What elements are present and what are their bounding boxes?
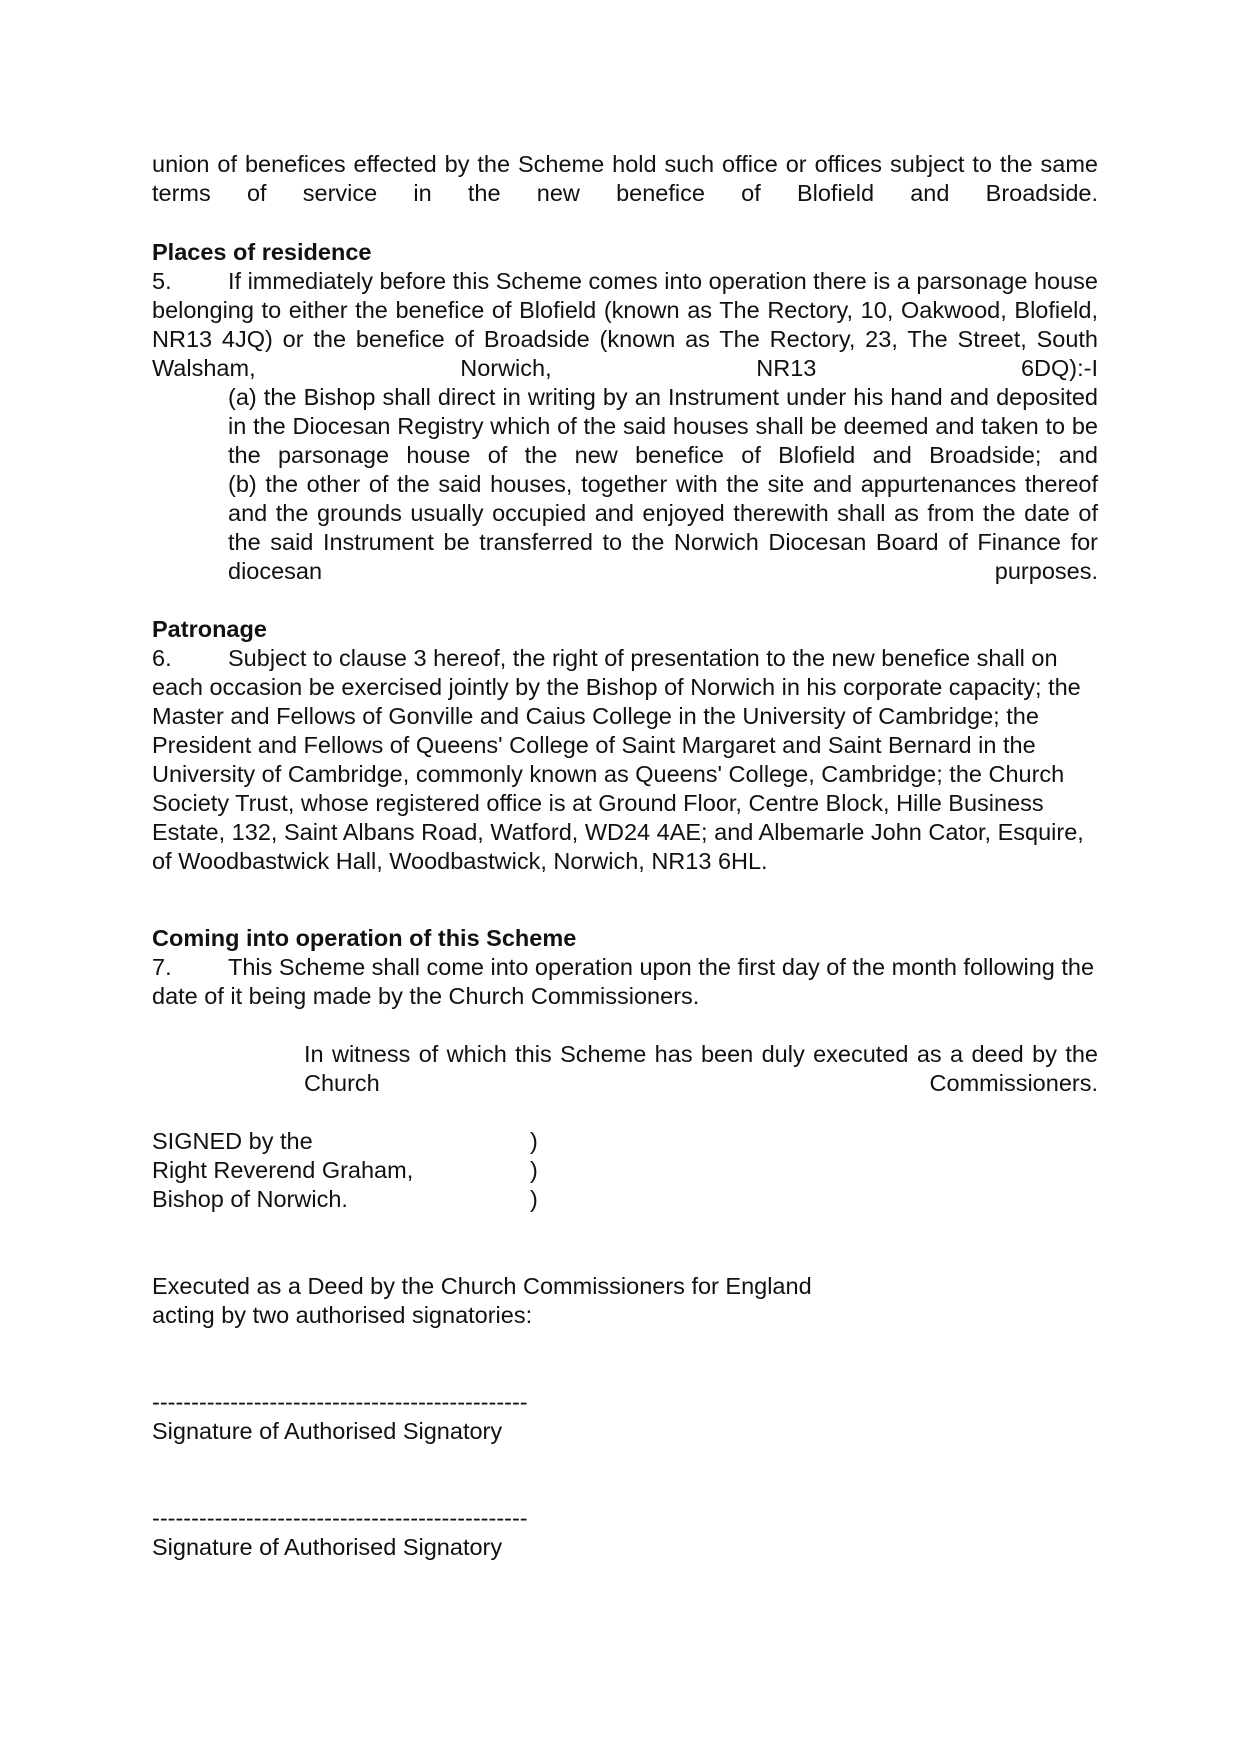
signed-text: Right Reverend Graham, xyxy=(152,1157,414,1183)
executed-line-2: acting by two authorised signatories: xyxy=(152,1302,533,1328)
clause-5a-paragraph: (a) the Bishop shall direct in writing by an Instrument under his hand and deposited in the Diocesan Registry which of the said houses shall be deemed and taken to be the parsonage house of the new benefice of Blofield and Broadside; and xyxy=(228,384,1098,468)
witness-paragraph: In witness of which this Scheme has been duly executed as a deed by the Church Commissioners. xyxy=(304,1041,1098,1096)
signature-label: Signature of Authorised Signatory xyxy=(152,1418,503,1444)
clause-number: 6. xyxy=(152,645,172,671)
section-heading-residence: Places of residence xyxy=(152,239,372,265)
signature-dash-line: ------------------------------------------------ xyxy=(152,1505,528,1531)
clause-text: This Scheme shall come into operation upon the first day of the month following the date of it being made by the Church Commissioners. xyxy=(152,954,1095,1009)
clause-5b-paragraph: (b) the other of the said houses, together with the site and appurtenances thereof and the grounds usually occupied and enjoyed therewith shall as from the date of the said Instrument be transferred to the Norwich Diocesan Board of Finance for diocesan purposes. xyxy=(228,471,1098,584)
bracket: ) xyxy=(530,1128,538,1154)
intro-paragraph: union of benefices effected by the Scheme hold such office or offices subject to the same terms of service in the new benefice of Blofield and Broadside. xyxy=(152,151,1098,206)
signed-text: Bishop of Norwich. xyxy=(152,1186,348,1212)
clause-text: If immediately before this Scheme comes into operation there is a parsonage house belonging to either the benefice of Blofield (known as The Rectory, 10, Oakwood, Blofield, NR13 4JQ) or the benefice of Broadside (known as The Rectory, 23, The Street, South Walsham, Norwich, NR13 6DQ):-I xyxy=(152,268,1098,381)
section-heading-patronage: Patronage xyxy=(152,616,267,642)
bracket: ) xyxy=(530,1157,538,1183)
bracket: ) xyxy=(530,1186,538,1212)
signature-dash-line: ------------------------------------------------ xyxy=(152,1389,528,1415)
clause-6-paragraph xyxy=(152,644,1092,876)
signed-text: SIGNED by the xyxy=(152,1128,313,1154)
signature-label: Signature of Authorised Signatory xyxy=(152,1534,503,1560)
clause-number: 7. xyxy=(152,954,172,980)
clause-text: Subject to clause 3 hereof, the right of presentation to the new benefice shall on each occasion be exercised jointly by the Bishop of Norwich in his corporate capacity; the Master and Fellows of Gonville and Caius College in the University of Cambridge; the President and Fellows of Queens' College of Saint Margaret and Saint Bernard in the University of Cambridge, commonly known as Queens' College, Cambridge; the Church Society Trust, whose registered office is at Ground Floor, Centre Block, Hille Business Estate, 132, Saint Albans Road, Watford, WD24 4AE; and Albemarle John Cator, Esquire, of Woodbastwick Hall, Woodbastwick, Norwich, NR13 6HL. xyxy=(152,645,1084,874)
clause-number: 5. xyxy=(152,268,172,294)
clause-7-paragraph xyxy=(152,953,1102,1011)
executed-line-1: Executed as a Deed by the Church Commissioners for England xyxy=(152,1273,812,1299)
section-heading-operation: Coming into operation of this Scheme xyxy=(152,925,577,951)
